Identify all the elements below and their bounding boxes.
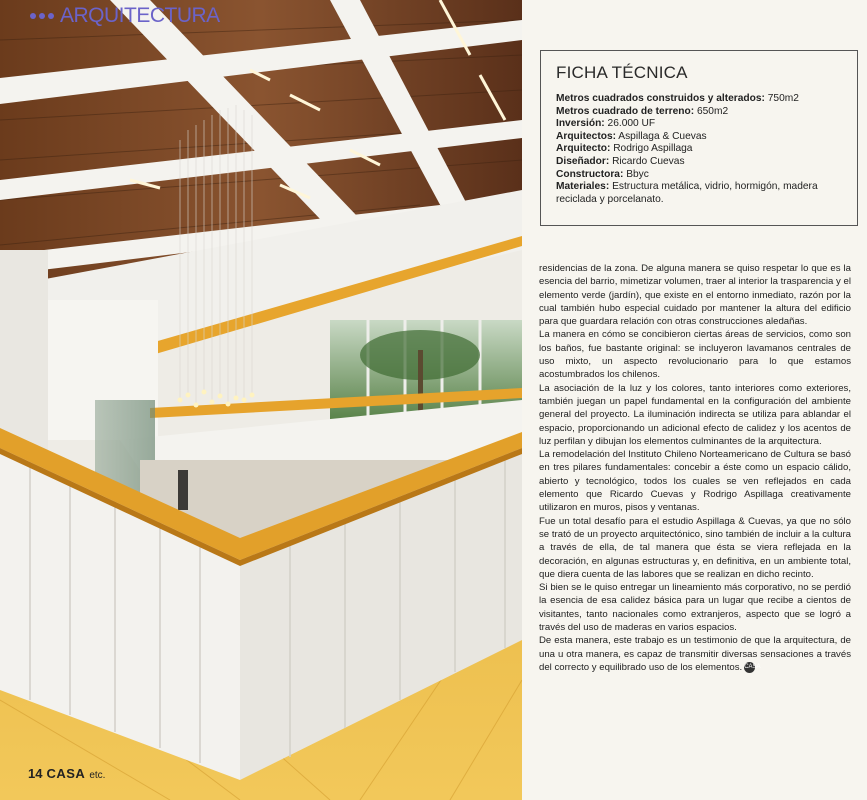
article-paragraph: Fue un total desafío para el estudio Aspillaga & Cuevas, ya que no sólo se trató de un proyecto arquitectónico, sino también de incluir a la cultura a través de ella, de tal manera que ésta se viera reflejada en la decoración, en algunas estructuras y, en definitiva, en un ambiente total, que diera cuenta de las labores que se realizan en dicho recinto.: [539, 515, 851, 580]
bullet-dots-icon: [30, 13, 54, 19]
page-footer: [28, 766, 105, 781]
page-number: 14: [28, 766, 43, 781]
text-page: [522, 0, 867, 800]
ficha-title: FICHA TÉCNICA: [556, 63, 688, 82]
article-paragraph: La manera en cómo se concibieron ciertas áreas de servicios, como son los baños, fue bastante original: se incluyeron lavamanos centrales de uso mixto, un aspecto revolucionario para lo que estamos acostumbrados los chilenos.: [539, 329, 851, 381]
section-header: [30, 4, 220, 28]
article-paragraph: residencias de la zona. De alguna manera se quiso respetar lo que es la esencia del barrio, mimetizar volumen, traer al interior la trasparencia y el elemento verde (jardín), que existe en el entorno inmediato, razón por la cual también hubo especial cuidado por mantener la altura del edificio para que guardara relación con otras construcciones aledañas.: [539, 263, 851, 328]
spec-row: Arquitecto: Rodrigo Aspillaga: [556, 143, 693, 155]
section-title: ARQUITECTURA: [60, 4, 220, 27]
article-paragraph-last: [539, 634, 851, 674]
spec-row: Metros cuadrados construidos y alterados: 750m2: [556, 93, 799, 104]
spec-row: Inversión: 26.000 UF: [556, 118, 656, 130]
magazine-suffix: etc.: [89, 770, 106, 781]
spec-row: Constructora: Bbyc: [556, 168, 649, 180]
magazine-name: CASA: [46, 766, 86, 781]
spec-row: Diseñador: Ricardo Cuevas: [556, 155, 685, 167]
article-paragraph: Si bien se le quiso entregar un lineamiento más corporativo, no se perdió la esencia de esa calidez básica para un lugar que recibe a cientos de visitantes, tanto nacionales como extranjeros, aspecto que se logró a través del uso de maderas en varios espacios.: [539, 582, 851, 634]
ficha-tecnica-box: [540, 50, 858, 226]
spec-row: Arquitectos: Aspillaga & Cuevas: [556, 130, 707, 142]
article-body: [539, 262, 851, 674]
spec-row: Materiales: Estructura metálica, vidrio, hormigón, madera reciclada y porcelanato.: [556, 181, 818, 205]
article-paragraph: La asociación de la luz y los colores, tanto interiores como exteriores, también juegan un papel fundamental en la configuración del ambiente general del proyecto. La iluminación indirecta se utiliza para ablandar el espacio, proporcionando un adicional efecto de calidez y los acentos de luz perfilan y dibujan los elementos culminantes de la arquitectura.: [539, 382, 851, 447]
article-paragraph: La remodelación del Instituto Chileno Norteamericano de Cultura se basó en tres pilares fundamentales: concebir a éste como un espacio cálido, abierto y tecnológico, todos los cuales se ven reflejados en cada elemento que Ricardo Cuevas y Rodrigo Aspillaga creativamente utilizaron en muros, pisos y ventanas.: [539, 449, 851, 514]
article-last-text: De esta manera, este trabajo es un testimonio de que la arquitectura, de una u otra manera, es capaz de transmitir diversas sensaciones a través del correcto y equilibrado uso de los elementos.: [539, 635, 851, 673]
end-mark-icon: CASA: [744, 662, 755, 673]
spec-row: Metros cuadrado de terreno: 650m2: [556, 105, 729, 117]
